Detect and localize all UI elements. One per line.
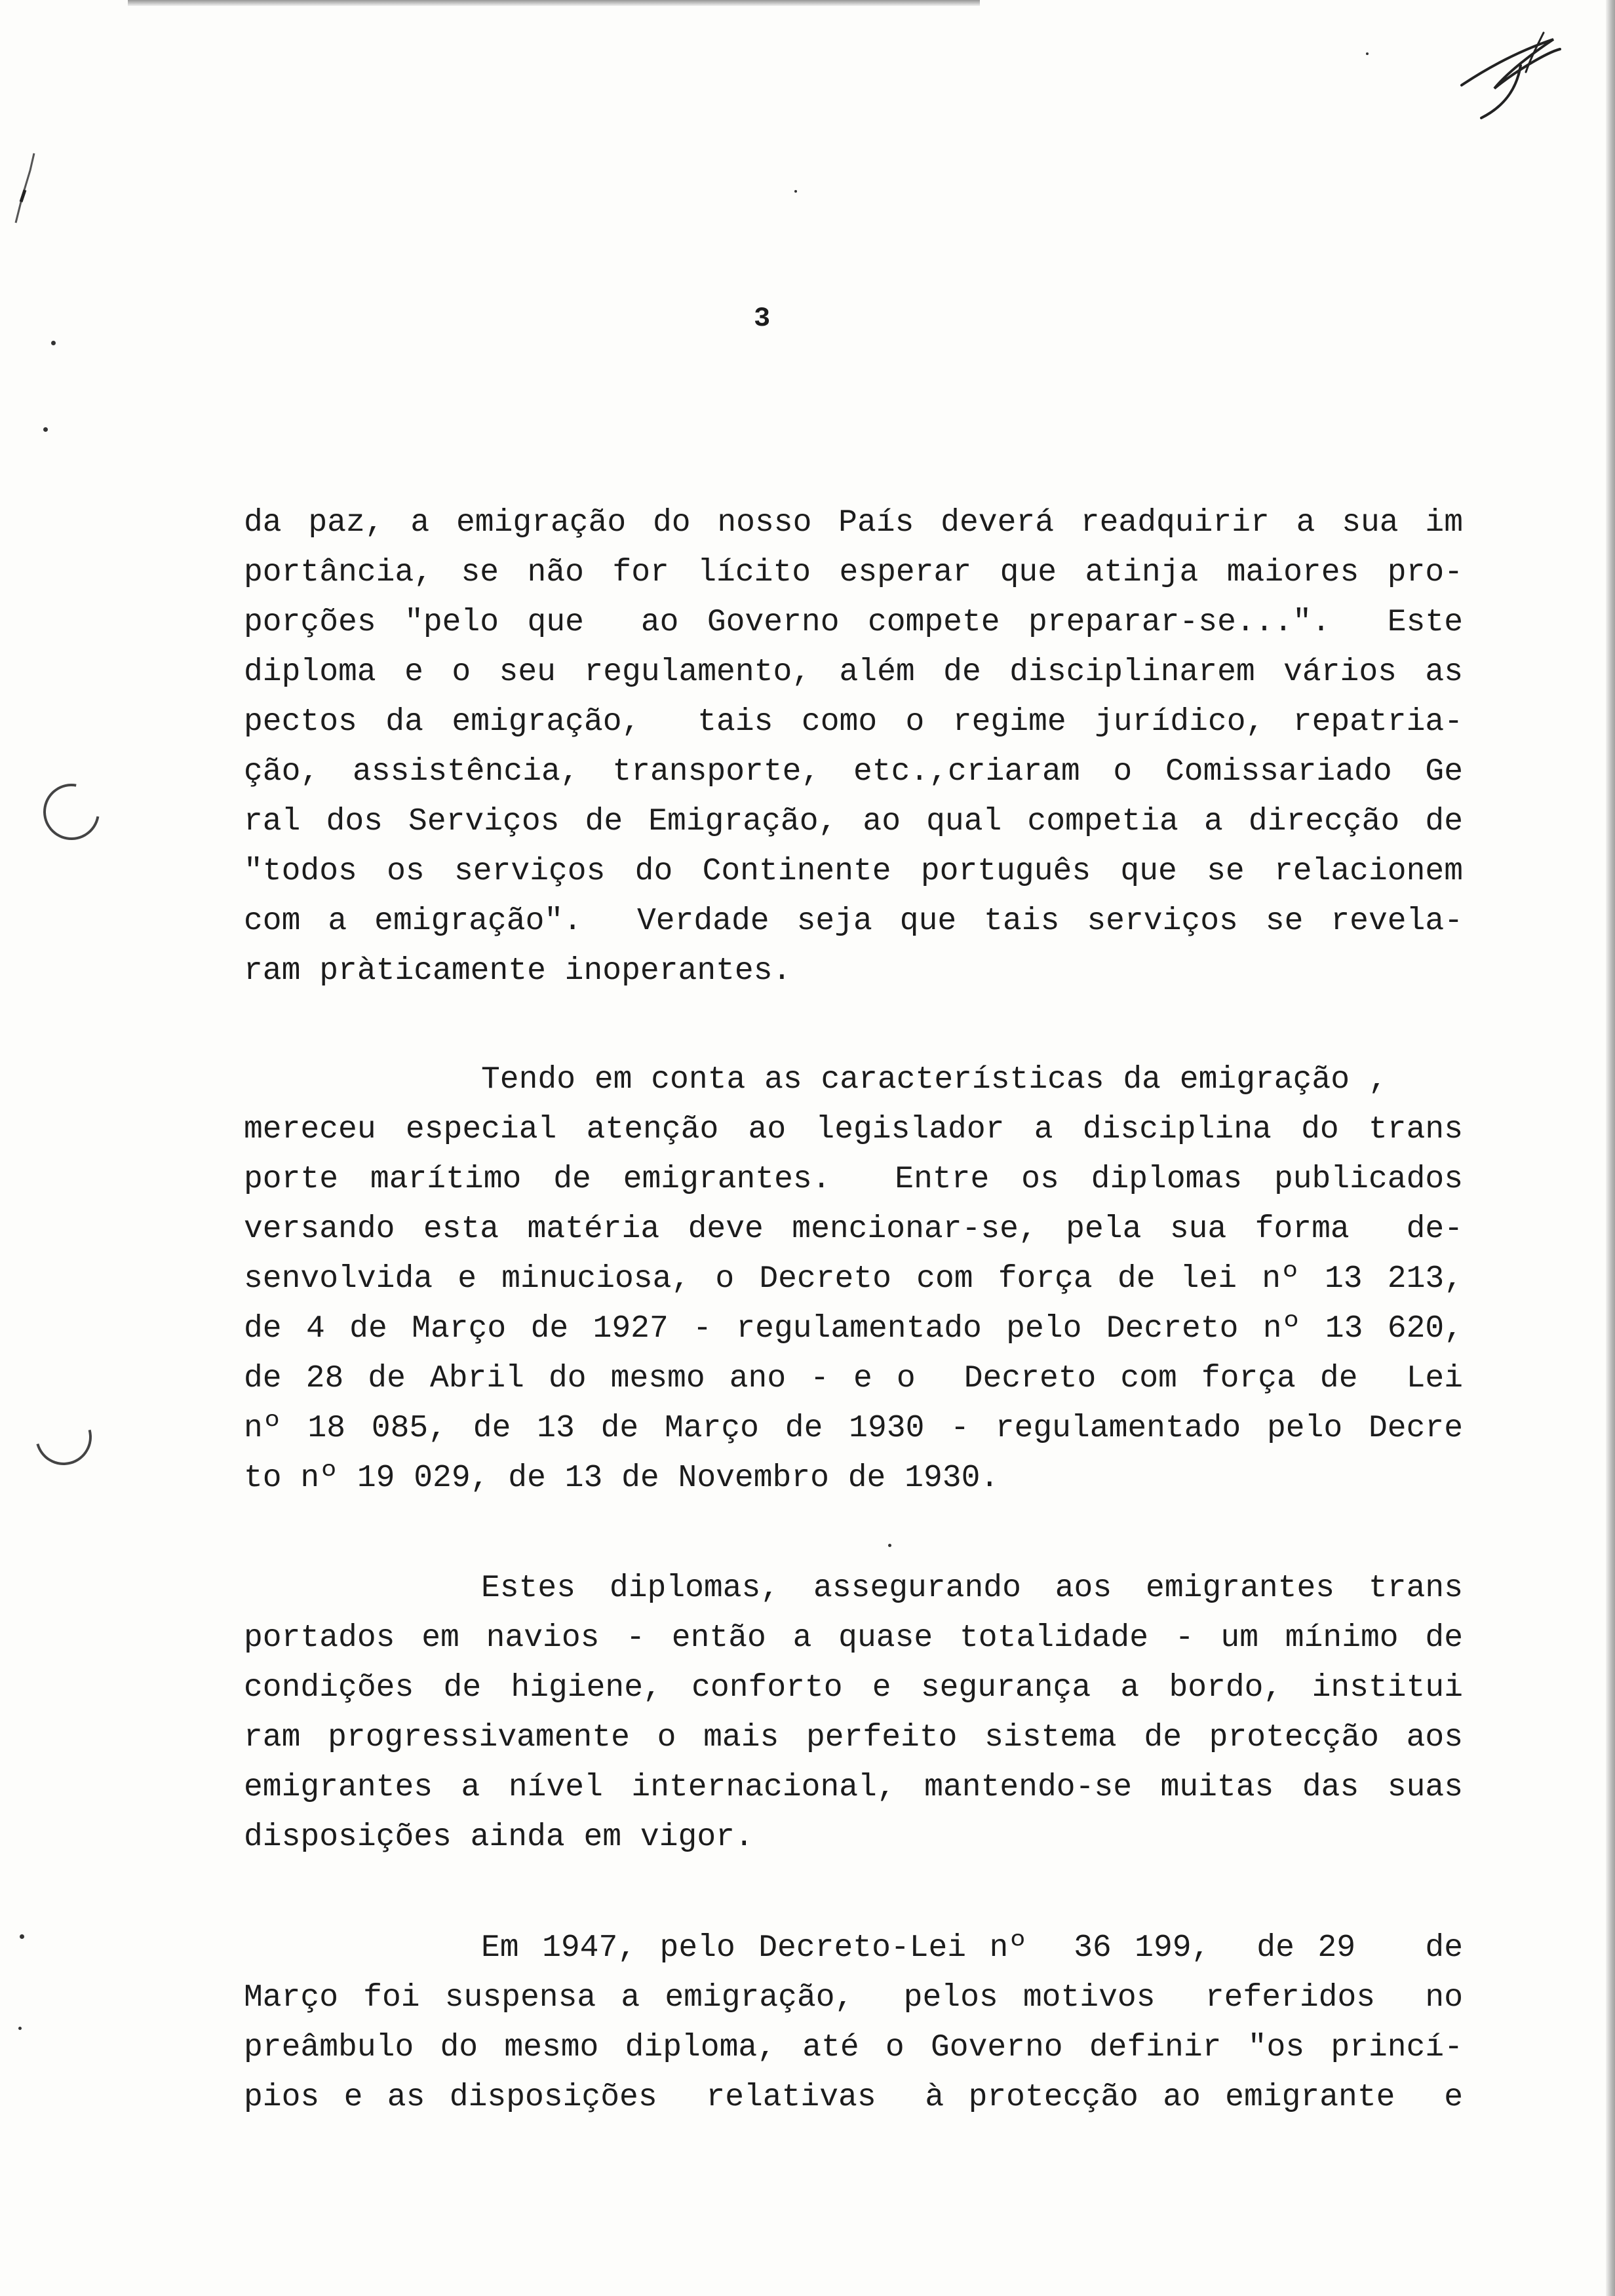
paragraph xyxy=(244,498,1463,996)
text-line: to nº 19 029, de 13 de Novembro de 1930. xyxy=(244,1461,1000,1496)
punch-hole-mark xyxy=(25,1398,102,1475)
text-line: ram progressivamente o mais perfeito sistema de protecção aos xyxy=(244,1720,1463,1755)
text-line: ral dos Serviços de Emigração, ao qual competia a direcção de xyxy=(244,804,1463,839)
text-line: portados em navios - então a quase totalidade - um mínimo de xyxy=(244,1620,1463,1656)
text-line: ram pràticamente inoperantes. xyxy=(244,953,792,989)
text-line: "todos os serviços do Continente português que se relacionem xyxy=(244,854,1463,889)
punch-hole-mark xyxy=(32,773,111,851)
text-line: de 4 de Março de 1927 - regulamentado pelo Decreto nº 13 620, xyxy=(244,1311,1463,1347)
scan-speck xyxy=(794,190,797,193)
text-line: versando esta matéria deve mencionar-se, pela sua forma de- xyxy=(244,1212,1463,1247)
text-line: da paz, a emigração do nosso País deverá readquirir a sua im xyxy=(244,505,1463,541)
paragraph xyxy=(244,1563,1463,1862)
scan-speck xyxy=(1366,52,1369,55)
text-line: pios e as disposições relativas à protecção ao emigrante e xyxy=(244,2080,1463,2115)
text-line: ção, assistência, transporte, etc.,criaram o Comissariado Ge xyxy=(244,754,1463,790)
text-line: pectos da emigração, tais como o regime jurídico, repatria- xyxy=(244,704,1463,740)
text-line: Em 1947, pelo Decreto-Lei nº 36 199, de 29 de xyxy=(481,1930,1463,1966)
scan-speck xyxy=(43,427,48,432)
margin-pen-mark xyxy=(12,151,38,229)
text-line: porções "pelo que ao Governo compete preparar-se...". Este xyxy=(244,605,1463,640)
text-line: preâmbulo do mesmo diploma, até o Governo definir "os princí- xyxy=(244,2030,1463,2065)
text-line: Março foi suspensa a emigração, pelos motivos referidos no xyxy=(244,1980,1463,2016)
text-line: de 28 de Abril do mesmo ano - e o Decreto com força de Lei xyxy=(244,1361,1463,1396)
text-line: emigrantes a nível internacional, mantendo-se muitas das suas xyxy=(244,1770,1463,1805)
text-line: disposições ainda em vigor. xyxy=(244,1820,754,1855)
paragraph xyxy=(244,1055,1463,1503)
scan-top-edge xyxy=(128,0,980,6)
scan-speck xyxy=(51,341,56,345)
scan-speck xyxy=(20,1934,24,1939)
scan-right-edge xyxy=(1606,0,1615,2296)
handwritten-initials xyxy=(1455,26,1566,124)
text-line: mereceu especial atenção ao legislador a disciplina do trans xyxy=(244,1112,1463,1147)
text-line: condições de higiene, conforto e segurança a bordo, institui xyxy=(244,1670,1463,1706)
text-line: Tendo em conta as características da emigração , xyxy=(481,1062,1388,1098)
text-line: com a emigração". Verdade seja que tais serviços se revela- xyxy=(244,904,1463,939)
paragraph xyxy=(244,1923,1463,2122)
text-line: Estes diplomas, assegurando aos emigrantes trans xyxy=(481,1571,1463,1606)
text-line: portância, se não for lícito esperar que atinja maiores pro- xyxy=(244,555,1463,590)
scan-speck xyxy=(18,2027,22,2030)
text-line: senvolvida e minuciosa, o Decreto com força de lei nº 13 213, xyxy=(244,1261,1463,1297)
scan-speck xyxy=(888,1544,891,1547)
page-number: 3 xyxy=(754,303,771,334)
text-line: diploma e o seu regulamento, além de disciplinarem vários as xyxy=(244,655,1463,690)
text-line: porte marítimo de emigrantes. Entre os diplomas publicados xyxy=(244,1162,1463,1197)
text-line: nº 18 085, de 13 de Março de 1930 - regulamentado pelo Decre xyxy=(244,1411,1463,1446)
